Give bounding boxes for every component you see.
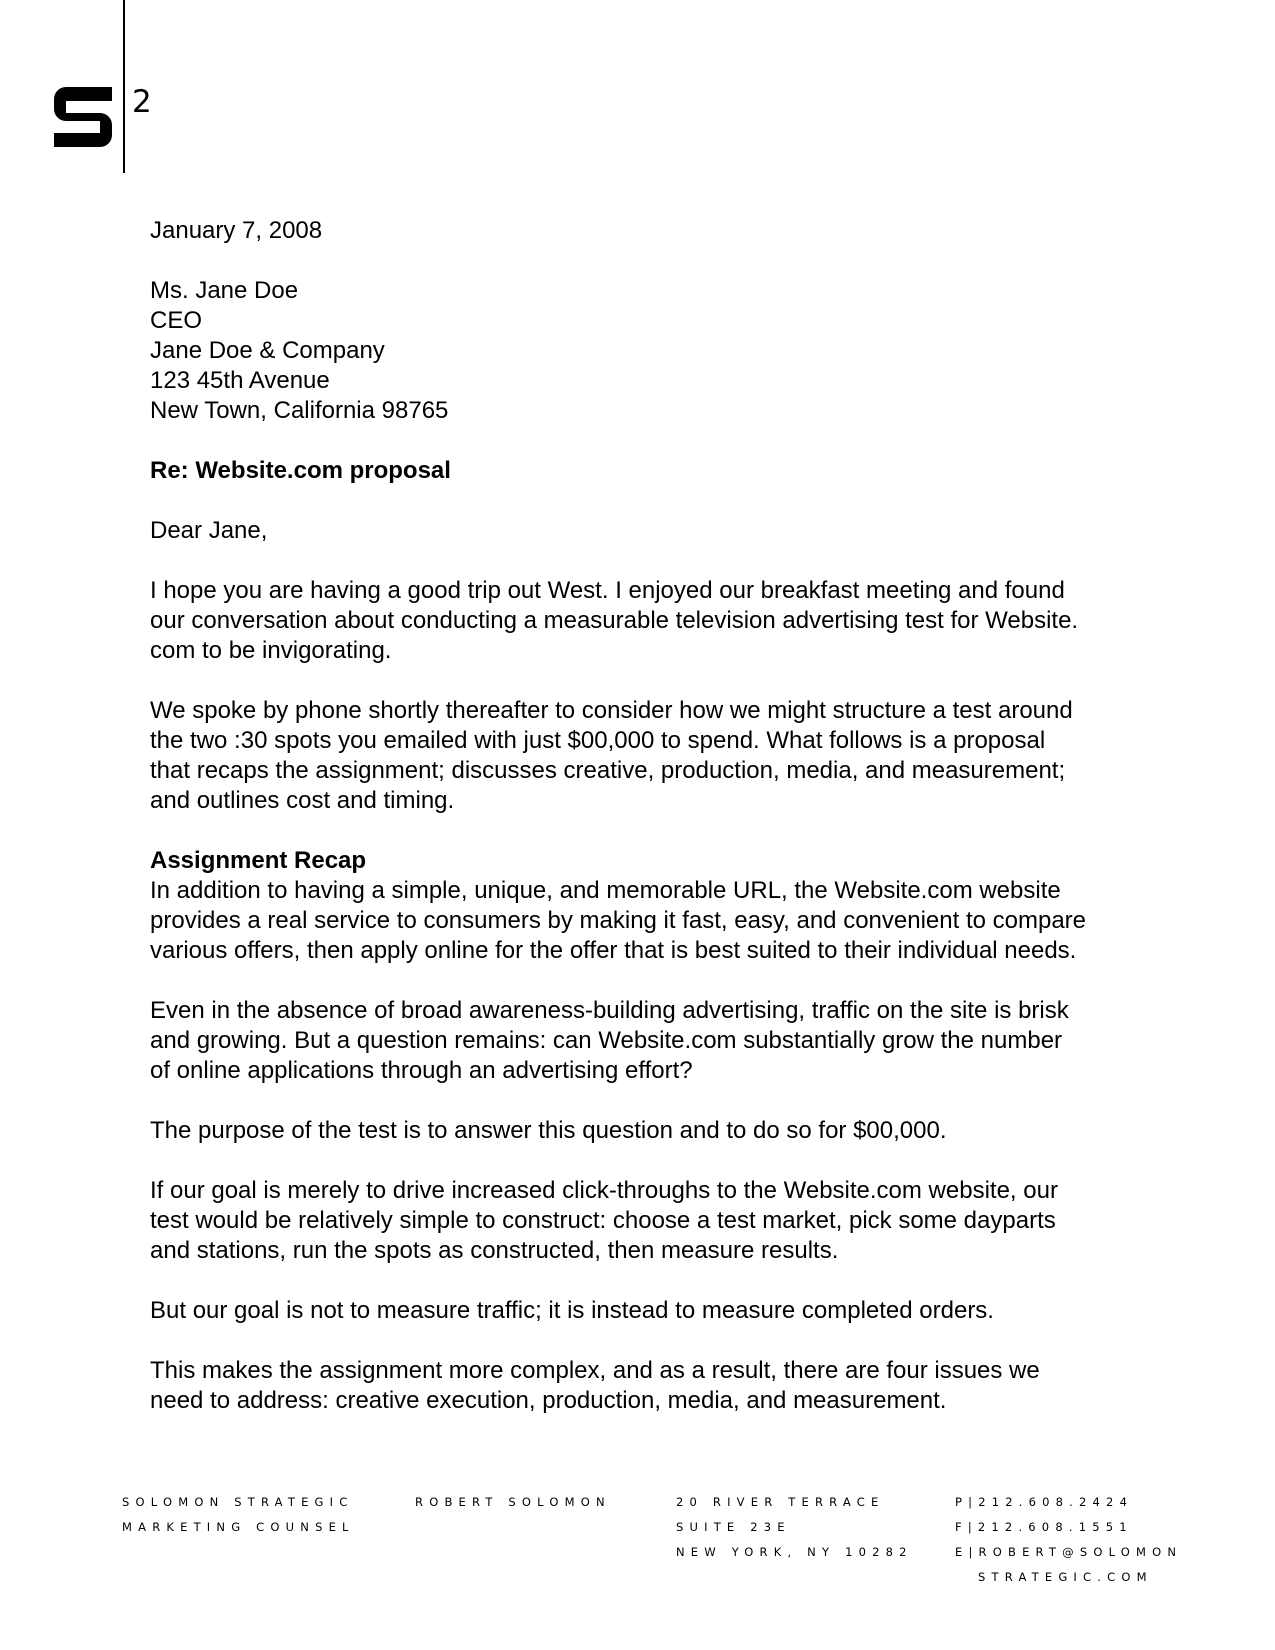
footer-company bbox=[122, 1490, 355, 1540]
salutation bbox=[150, 516, 1140, 546]
paragraph-line: test would be relatively simple to construct: choose a test market, pick some dayparts bbox=[150, 1207, 1056, 1234]
company-name-line: MARKETING COUNSEL bbox=[122, 1520, 355, 1534]
paragraph-line: and stations, run the spots as constructed, then measure results. bbox=[150, 1237, 839, 1264]
paragraph-line: We spoke by phone shortly thereafter to consider how we might structure a test around bbox=[150, 697, 1073, 724]
paragraph-line: This makes the assignment more complex, and as a result, there are four issues we bbox=[150, 1357, 1040, 1384]
paragraph-line: In addition to having a simple, unique, and memorable URL, the Website.com website bbox=[150, 877, 1061, 904]
email-line: E|ROBERT@SOLOMON bbox=[955, 1545, 1183, 1559]
address-line: SUITE 23E bbox=[676, 1520, 791, 1534]
recipient-name: Ms. Jane Doe bbox=[150, 277, 299, 304]
recipient-street: 123 45th Avenue bbox=[150, 367, 330, 394]
subject-line bbox=[150, 456, 1140, 486]
purpose-paragraph bbox=[150, 1116, 1140, 1146]
footer-contact bbox=[955, 1490, 1182, 1590]
goal-paragraph bbox=[150, 1176, 1140, 1266]
company-name-line: SOLOMON STRATEGIC bbox=[122, 1495, 354, 1509]
recipient-company: Jane Doe & Company bbox=[150, 337, 385, 364]
letter-body bbox=[150, 216, 1140, 1446]
orders-paragraph bbox=[150, 1296, 1140, 1326]
recipient-title: CEO bbox=[150, 307, 203, 334]
paragraph-line: various offers, then apply online for the offer that is best suited to their individual needs. bbox=[150, 937, 1077, 964]
paragraph-line: If our goal is merely to drive increased click-throughs to the Website.com website, our bbox=[150, 1177, 1058, 1204]
paragraph-line: and outlines cost and timing. bbox=[150, 787, 455, 814]
logo-divider-rule bbox=[123, 0, 125, 173]
awareness-paragraph bbox=[150, 996, 1140, 1086]
paragraph-line: our conversation about conducting a measurable television advertising test for Website. bbox=[150, 607, 1079, 634]
section-heading: Assignment Recap bbox=[150, 847, 367, 874]
logo-superscript: 2 bbox=[132, 84, 152, 120]
paragraph-line: I hope you are having a good trip out West. I enjoyed our breakfast meeting and found bbox=[150, 577, 1065, 604]
date-text: January 7, 2008 bbox=[150, 217, 323, 244]
recipient-city: New Town, California 98765 bbox=[150, 397, 449, 424]
intro-paragraph bbox=[150, 576, 1140, 666]
paragraph-line: Even in the absence of broad awareness-building advertising, traffic on the site is brisk bbox=[150, 997, 1069, 1024]
paragraph-line: But our goal is not to measure traffic; it is instead to measure completed orders. bbox=[150, 1297, 994, 1324]
subject-text: Re: Website.com proposal bbox=[150, 457, 451, 484]
email-line-continued: STRATEGIC.COM bbox=[978, 1570, 1153, 1584]
paragraph-line: The purpose of the test is to answer this question and to do so for $00,000. bbox=[150, 1117, 947, 1144]
s-logo-icon bbox=[54, 87, 112, 147]
address-line: NEW YORK, NY 10282 bbox=[676, 1545, 913, 1559]
paragraph-line: of online applications through an advertising effort? bbox=[150, 1057, 693, 1084]
person-name: ROBERT SOLOMON bbox=[415, 1495, 611, 1509]
fax-number: F|212.608.1551 bbox=[955, 1520, 1133, 1534]
assignment-recap-paragraph bbox=[150, 846, 1140, 966]
salutation-text: Dear Jane, bbox=[150, 517, 268, 544]
recipient-address-block bbox=[150, 276, 1140, 426]
paragraph-line: provides a real service to consumers by making it fast, easy, and convenient to compare bbox=[150, 907, 1087, 934]
paragraph-line: and growing. But a question remains: can Website.com substantially grow the number bbox=[150, 1027, 1063, 1054]
issues-paragraph bbox=[150, 1356, 1140, 1416]
phone-number: P|212.608.2424 bbox=[955, 1495, 1134, 1509]
address-line: 20 RIVER TERRACE bbox=[676, 1495, 885, 1509]
footer-address bbox=[676, 1490, 913, 1565]
phone-call-paragraph bbox=[150, 696, 1140, 816]
letter-date bbox=[150, 216, 1140, 246]
paragraph-line: need to address: creative execution, production, media, and measurement. bbox=[150, 1387, 947, 1414]
paragraph-line: com to be invigorating. bbox=[150, 637, 392, 664]
paragraph-line: that recaps the assignment; discusses creative, production, media, and measurement; bbox=[150, 757, 1066, 784]
paragraph-line: the two :30 spots you emailed with just $00,000 to spend. What follows is a proposal bbox=[150, 727, 1046, 754]
footer-person bbox=[415, 1490, 611, 1515]
